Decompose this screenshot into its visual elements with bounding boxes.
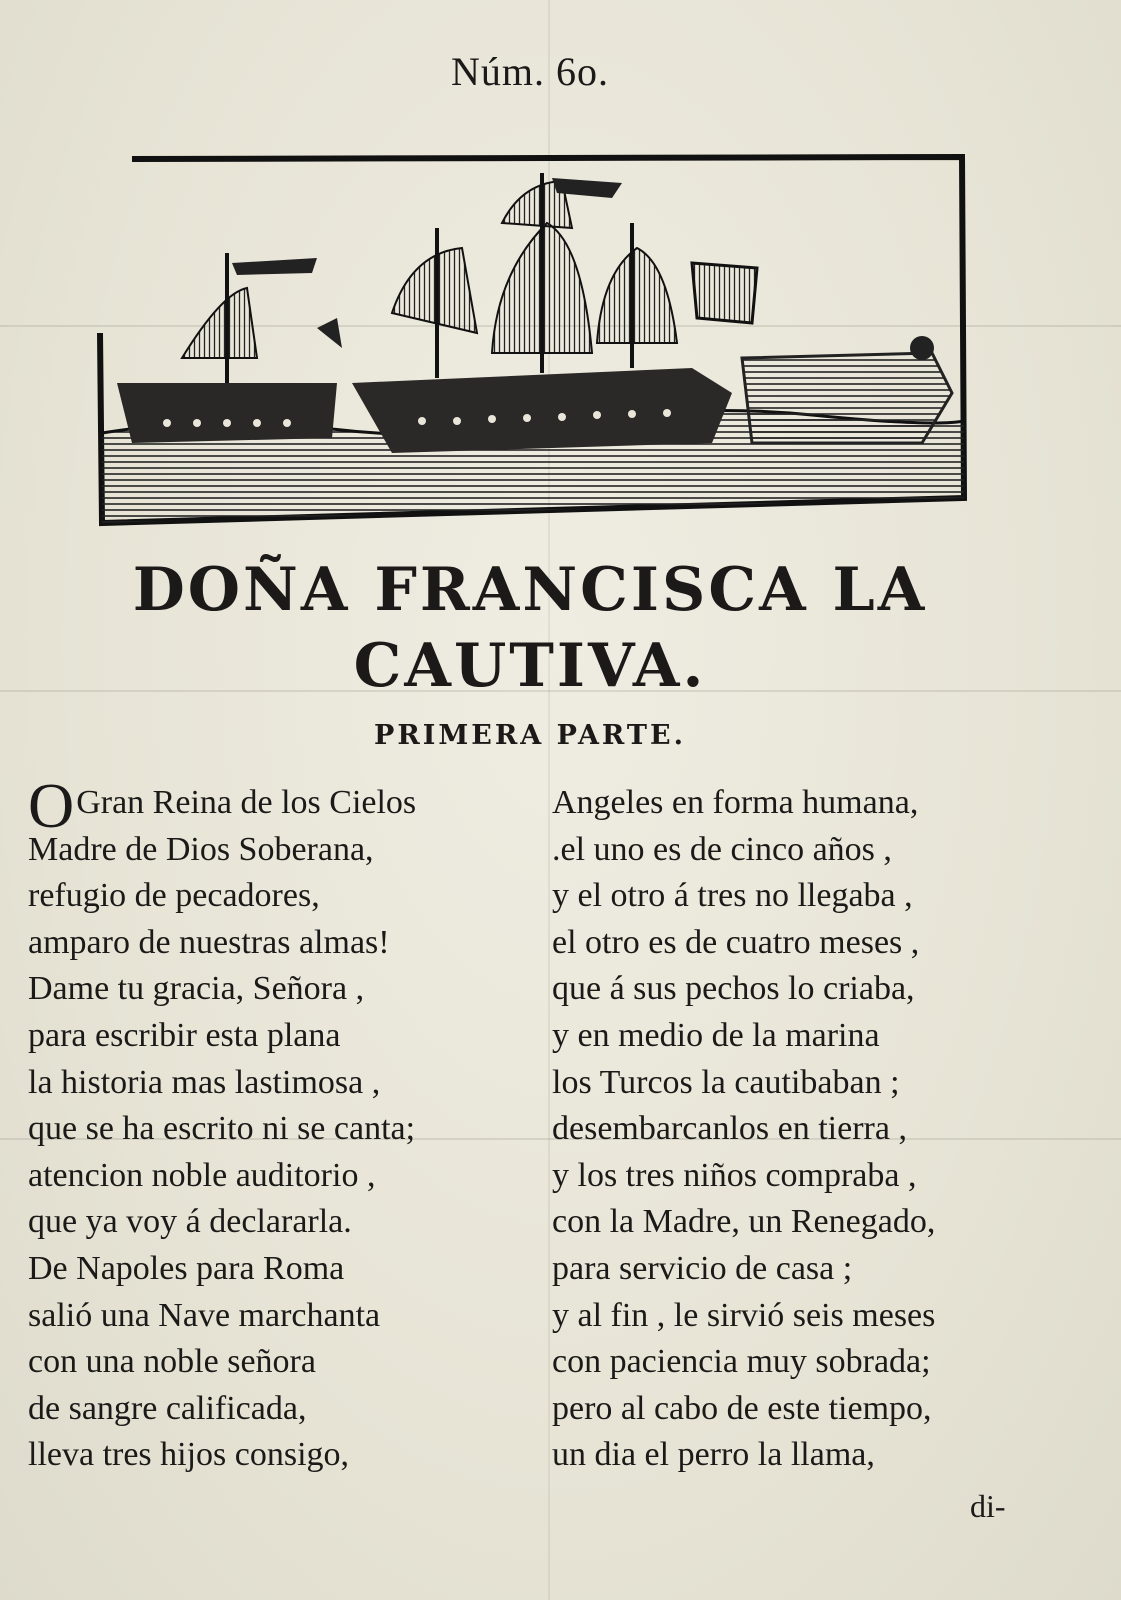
verse-line: .el uno es de cinco años , [552, 830, 892, 868]
left-verse-column [28, 770, 548, 1479]
verse-line: amparo de nuestras almas! [28, 923, 390, 961]
verse-line: los Turcos la cautibaban ; [552, 1063, 900, 1101]
verse-line: desembarcanlos en tierra , [552, 1110, 907, 1148]
verse-line: y en medio de la marina [552, 1016, 880, 1054]
catchword: di- [970, 1488, 1006, 1524]
verse-line: y al fin , le sirvió seis meses [552, 1296, 936, 1334]
verse-line: refugio de pecadores, [28, 877, 320, 915]
page-number: Núm. 6o. [451, 49, 609, 94]
verse-line: y el otro á tres no llegaba , [552, 877, 913, 915]
verse-line: Madre de Dios Soberana, [28, 830, 374, 868]
verse-line: pero al cabo de este tiempo, [552, 1389, 932, 1427]
verse-line: Angeles en forma humana, [552, 784, 919, 821]
verse-line: lleva tres hijos consigo, [28, 1436, 350, 1474]
drop-cap: O [28, 770, 75, 841]
verse-line: y los tres niños compraba , [552, 1156, 917, 1194]
verse-line: De Napoles para Roma [28, 1249, 345, 1287]
verse-line: un dia el perro la llama, [552, 1436, 875, 1474]
verse-line: que se ha escrito ni se canta; [28, 1110, 416, 1148]
verse-line: que ya voy á declararla. [28, 1203, 352, 1241]
title-line: DOÑA FRANCISCA LA [132, 555, 928, 625]
verse-line: salió una Nave marchanta [28, 1296, 381, 1334]
verse-line: atencion noble auditorio , [28, 1156, 376, 1194]
title-line: CAUTIVA. [353, 631, 707, 701]
right-verse-column [552, 780, 1072, 1479]
verse-line: de sangre calificada, [28, 1389, 307, 1427]
verse-line: Dame tu gracia, Señora , [28, 970, 365, 1008]
verse-line: con una noble señora [28, 1343, 316, 1381]
verse-line: para servicio de casa ; [552, 1249, 853, 1287]
ships-woodcut-icon [92, 153, 972, 533]
section-subtitle: PRIMERA PARTE. [374, 720, 686, 751]
verse-line: O Gran Reina de los Cielos [28, 770, 417, 841]
verse-line: con la Madre, un Renegado, [552, 1203, 936, 1241]
verse-line: para escribir esta plana [28, 1016, 341, 1054]
verse-line: con paciencia muy sobrada; [552, 1343, 931, 1381]
verse-line: el otro es de cuatro meses , [552, 923, 920, 961]
document-title [0, 552, 1060, 704]
verse-line: que á sus pechos lo criaba, [552, 970, 915, 1008]
verse-line: la historia mas lastimosa , [28, 1063, 381, 1101]
